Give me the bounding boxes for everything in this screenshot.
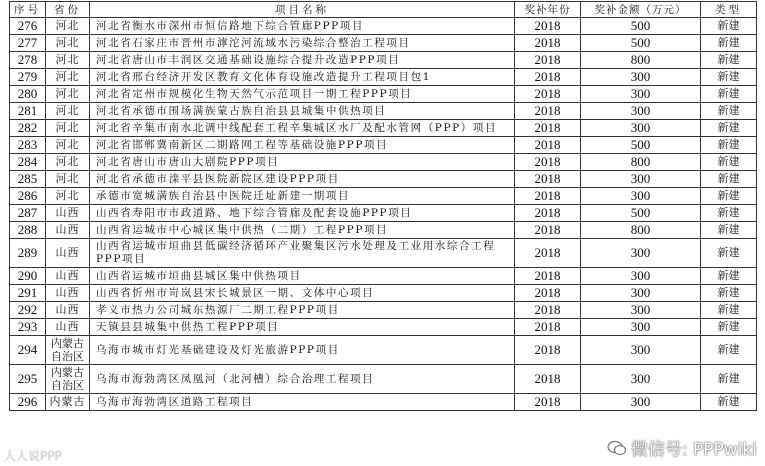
cell-project-name: 河北省石家庄市晋州市滹沱河流域水污染综合整治工程项目 <box>90 35 515 52</box>
table-row <box>10 103 757 120</box>
table-row <box>10 336 757 365</box>
cell-no: 287 <box>10 205 46 222</box>
cell-no: 296 <box>10 394 46 411</box>
cell-amount: 300 <box>581 302 701 319</box>
cell-amount: 300 <box>581 285 701 302</box>
cell-project-name: 乌海市海勃湾区凤凰河（北河槽）综合治理工程项目 <box>90 365 515 394</box>
cell-type: 新建 <box>701 239 757 268</box>
cell-type: 新建 <box>701 86 757 103</box>
cell-amount: 300 <box>581 86 701 103</box>
cell-no: 291 <box>10 285 46 302</box>
table-row <box>10 69 757 86</box>
cell-no: 293 <box>10 319 46 336</box>
header-amount: 奖补金额（万元） <box>581 2 701 18</box>
cell-project-name: 山西省运城市垣曲县城区集中供热项目 <box>90 268 515 285</box>
cell-amount: 300 <box>581 319 701 336</box>
cell-amount: 300 <box>581 268 701 285</box>
cell-amount: 300 <box>581 188 701 205</box>
cell-year: 2018 <box>515 52 581 69</box>
table-row <box>10 52 757 69</box>
cell-type: 新建 <box>701 302 757 319</box>
cell-amount: 500 <box>581 205 701 222</box>
cell-project-name: 山西省运城市中心城区集中供热（二期）工程PPP项目 <box>90 222 515 239</box>
table-row <box>10 222 757 239</box>
cell-year: 2018 <box>515 35 581 52</box>
cell-amount: 300 <box>581 120 701 137</box>
cell-year: 2018 <box>515 285 581 302</box>
wechat-icon <box>607 440 627 456</box>
cell-project-name: 乌海市城市灯光基础建设及灯光旅游PPP项目 <box>90 336 515 365</box>
cell-type: 新建 <box>701 336 757 365</box>
table-row <box>10 205 757 222</box>
cell-no: 294 <box>10 336 46 365</box>
cell-no: 285 <box>10 171 46 188</box>
cell-no: 277 <box>10 35 46 52</box>
cell-project-name: 天镇县县城集中供热工程PPP项目 <box>90 319 515 336</box>
cell-province: 山西 <box>46 319 90 336</box>
table-row <box>10 154 757 171</box>
table-row <box>10 171 757 188</box>
cell-project-name: 河北省承德市滦平县医院新院区建设PPP项目 <box>90 171 515 188</box>
cell-amount: 800 <box>581 222 701 239</box>
cell-province: 河北 <box>46 154 90 171</box>
cell-year: 2018 <box>515 69 581 86</box>
table-row <box>10 18 757 35</box>
cell-province: 山西 <box>46 268 90 285</box>
watermark-text: 微信号: PPPwiki <box>630 440 757 460</box>
cell-province: 河北 <box>46 18 90 35</box>
cell-type: 新建 <box>701 222 757 239</box>
cell-amount: 500 <box>581 18 701 35</box>
cell-year: 2018 <box>515 205 581 222</box>
cell-no: 290 <box>10 268 46 285</box>
cell-year: 2018 <box>515 18 581 35</box>
cell-amount: 500 <box>581 137 701 154</box>
cell-no: 295 <box>10 365 46 394</box>
cell-year: 2018 <box>515 222 581 239</box>
cell-year: 2018 <box>515 171 581 188</box>
cell-project-name: 河北省唐山市唐山大剧院PPP项目 <box>90 154 515 171</box>
cell-type: 新建 <box>701 268 757 285</box>
cell-type: 新建 <box>701 52 757 69</box>
cell-province: 河北 <box>46 35 90 52</box>
cell-type: 新建 <box>701 18 757 35</box>
cell-amount: 300 <box>581 365 701 394</box>
cell-province: 河北 <box>46 52 90 69</box>
table-row <box>10 302 757 319</box>
cell-province: 山西 <box>46 205 90 222</box>
table-row <box>10 188 757 205</box>
cell-year: 2018 <box>515 103 581 120</box>
cell-year: 2018 <box>515 188 581 205</box>
cell-amount: 300 <box>581 69 701 86</box>
cell-amount: 300 <box>581 103 701 120</box>
table-row <box>10 86 757 103</box>
cell-year: 2018 <box>515 319 581 336</box>
cell-province: 河北 <box>46 86 90 103</box>
cell-year: 2018 <box>515 239 581 268</box>
cell-province: 内蒙古自治区 <box>46 365 90 394</box>
cell-province: 河北 <box>46 120 90 137</box>
table-row <box>10 35 757 52</box>
cell-no: 279 <box>10 69 46 86</box>
header-project-name: 项目名称 <box>90 2 515 18</box>
cell-year: 2018 <box>515 120 581 137</box>
cell-type: 新建 <box>701 171 757 188</box>
cell-project-name: 山西省忻州市岢岚县宋长城景区一期、文体中心项目 <box>90 285 515 302</box>
table-row <box>10 365 757 394</box>
cell-no: 278 <box>10 52 46 69</box>
cell-province: 内蒙古 <box>46 394 90 411</box>
cell-no: 282 <box>10 120 46 137</box>
cell-year: 2018 <box>515 268 581 285</box>
watermark <box>607 435 757 460</box>
cell-year: 2018 <box>515 302 581 319</box>
header-row <box>10 2 757 18</box>
cell-project-name: 孝义市热力公司城东热源厂二期工程PPP项目 <box>90 302 515 319</box>
cell-project-name: 山西省寿阳市市政道路、地下综合管廊及配套设施PPP项目 <box>90 205 515 222</box>
cell-province: 河北 <box>46 171 90 188</box>
cell-province: 山西 <box>46 285 90 302</box>
cell-project-name: 乌海市海勃湾区道路工程项目 <box>90 394 515 411</box>
cell-province: 山西 <box>46 239 90 268</box>
cell-province: 河北 <box>46 103 90 120</box>
header-no: 序号 <box>10 2 46 18</box>
header-province: 省份 <box>46 2 90 18</box>
cell-no: 289 <box>10 239 46 268</box>
cell-province: 山西 <box>46 302 90 319</box>
cell-amount: 800 <box>581 52 701 69</box>
cell-type: 新建 <box>701 285 757 302</box>
cell-no: 286 <box>10 188 46 205</box>
project-table <box>9 1 757 411</box>
table-row <box>10 239 757 268</box>
cell-project-name: 河北省定州市规模化生物天然气示范项目一期工程PPP项目 <box>90 86 515 103</box>
cell-type: 新建 <box>701 69 757 86</box>
cell-no: 283 <box>10 137 46 154</box>
table-row <box>10 394 757 411</box>
cell-province: 河北 <box>46 188 90 205</box>
cell-no: 292 <box>10 302 46 319</box>
table-row <box>10 120 757 137</box>
cell-type: 新建 <box>701 394 757 411</box>
cell-type: 新建 <box>701 35 757 52</box>
header-year: 奖补年份 <box>515 2 581 18</box>
cell-project-name: 河北省唐山市丰润区交通基础设施综合提升改造PPP项目 <box>90 52 515 69</box>
cell-type: 新建 <box>701 365 757 394</box>
cell-no: 288 <box>10 222 46 239</box>
cell-amount: 300 <box>581 171 701 188</box>
cell-project-name: 河北省邯郸冀南新区二期路网工程等基础设施PPP项目 <box>90 137 515 154</box>
cell-project-name: 河北省辛集市南水北调中线配套工程辛集城区水厂及配水管网（PPP）项目 <box>90 120 515 137</box>
cell-year: 2018 <box>515 137 581 154</box>
table-row <box>10 285 757 302</box>
cell-no: 284 <box>10 154 46 171</box>
cell-type: 新建 <box>701 103 757 120</box>
cell-amount: 300 <box>581 336 701 365</box>
cell-year: 2018 <box>515 365 581 394</box>
cell-type: 新建 <box>701 154 757 171</box>
cell-province: 河北 <box>46 69 90 86</box>
cell-amount: 500 <box>581 35 701 52</box>
cell-project-name: 承德市宽城满族自治县中医院迁址新建一期项目 <box>90 188 515 205</box>
cell-province: 河北 <box>46 137 90 154</box>
cell-type: 新建 <box>701 120 757 137</box>
cell-year: 2018 <box>515 154 581 171</box>
watermark-left: 人人说PPP <box>4 449 62 463</box>
cell-no: 280 <box>10 86 46 103</box>
cell-year: 2018 <box>515 394 581 411</box>
cell-type: 新建 <box>701 137 757 154</box>
cell-type: 新建 <box>701 319 757 336</box>
cell-amount: 300 <box>581 239 701 268</box>
cell-amount: 300 <box>581 394 701 411</box>
cell-project-name: 河北省承德市围场满族蒙古族自治县县城集中供热项目 <box>90 103 515 120</box>
cell-type: 新建 <box>701 188 757 205</box>
table-row <box>10 319 757 336</box>
cell-project-name: 河北省衡水市深州市恒信路地下综合管廊PPP项目 <box>90 18 515 35</box>
table-row <box>10 137 757 154</box>
cell-project-name: 山西省运城市垣曲县低碳经济循环产业聚集区污水处理及工业用水综合工程PPP项目 <box>90 239 515 268</box>
table-row <box>10 268 757 285</box>
cell-year: 2018 <box>515 86 581 103</box>
cell-no: 276 <box>10 18 46 35</box>
header-type: 类型 <box>701 2 757 18</box>
cell-no: 281 <box>10 103 46 120</box>
cell-amount: 800 <box>581 154 701 171</box>
cell-province: 山西 <box>46 222 90 239</box>
cell-province: 内蒙古自治区 <box>46 336 90 365</box>
cell-type: 新建 <box>701 205 757 222</box>
cell-project-name: 河北省邢台经济开发区教育文化体育设施改造提升工程项目包1 <box>90 69 515 86</box>
cell-year: 2018 <box>515 336 581 365</box>
